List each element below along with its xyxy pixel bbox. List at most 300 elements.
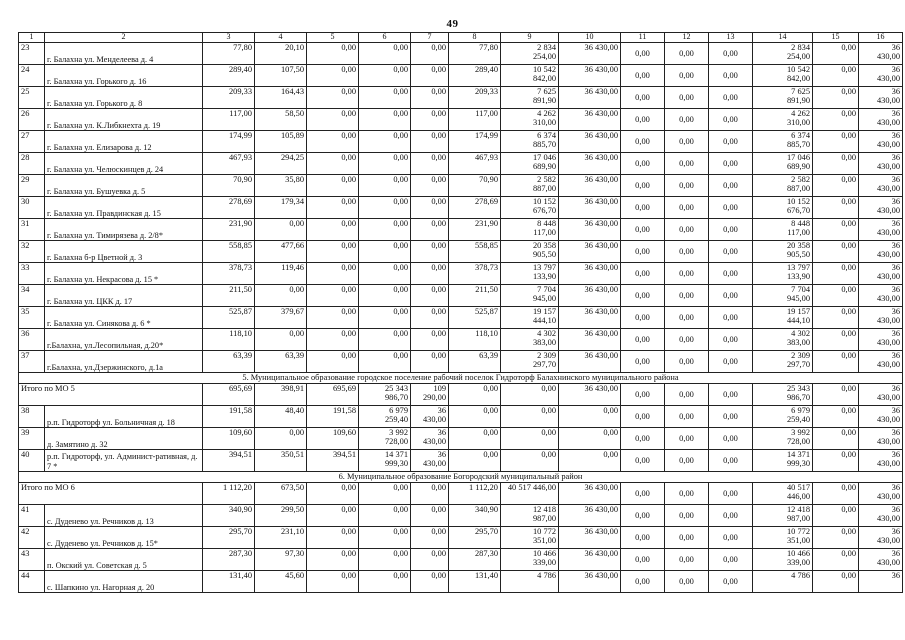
value-cell: 36 430,00 xyxy=(859,505,903,527)
row-number: 40 xyxy=(19,450,45,472)
value-cell: 211,50 xyxy=(449,285,501,307)
row-number: 30 xyxy=(19,197,45,219)
value-cell: 0,00 xyxy=(665,175,709,197)
value-cell: 174,99 xyxy=(449,131,501,153)
value-cell: 0,00 xyxy=(411,219,449,241)
value-cell: 0,00 xyxy=(359,285,411,307)
value-cell: 7 625 891,90 xyxy=(753,87,813,109)
address-cell: п. Окский ул. Советская д. 5 xyxy=(45,549,203,571)
value-cell: 36 430,00 xyxy=(859,483,903,505)
value-cell: 0,00 xyxy=(307,527,359,549)
value-cell: 36 430,00 xyxy=(859,109,903,131)
value-cell: 2 834 254,00 xyxy=(501,43,559,65)
value-cell: 0,00 xyxy=(359,549,411,571)
value-cell: 0,00 xyxy=(359,505,411,527)
value-cell: 0,00 xyxy=(621,384,665,406)
value-cell: 0,00 xyxy=(621,549,665,571)
value-cell: 70,90 xyxy=(203,175,255,197)
value-cell: 0,00 xyxy=(307,505,359,527)
column-number-cell: 2 xyxy=(45,33,203,43)
value-cell: 0,00 xyxy=(813,175,859,197)
row-number: 23 xyxy=(19,43,45,65)
value-cell: 525,87 xyxy=(449,307,501,329)
table-row xyxy=(19,65,903,87)
value-cell: 36 430,00 xyxy=(859,263,903,285)
table-row xyxy=(19,109,903,131)
value-cell: 174,99 xyxy=(203,131,255,153)
value-cell: 131,40 xyxy=(449,571,501,593)
value-cell: 0,00 xyxy=(411,351,449,373)
value-cell: 4 786 xyxy=(501,571,559,593)
value-cell: 0,00 xyxy=(255,329,307,351)
section-heading-row xyxy=(19,373,903,384)
value-cell: 0,00 xyxy=(559,450,621,472)
value-cell: 0,00 xyxy=(709,87,753,109)
address-cell: р.п. Гидроторф ул. Больничная д. 18 xyxy=(45,406,203,428)
column-number-cell: 16 xyxy=(859,33,903,43)
value-cell: 0,00 xyxy=(411,87,449,109)
row-number: 28 xyxy=(19,153,45,175)
address-cell: с. Шапкино ул. Нагорная д. 20 xyxy=(45,571,203,593)
value-cell: 109,60 xyxy=(307,428,359,450)
value-cell: 0,00 xyxy=(255,219,307,241)
value-cell: 0,00 xyxy=(307,549,359,571)
total-row xyxy=(19,483,903,505)
value-cell: 0,00 xyxy=(307,43,359,65)
total-label: Итого по МО 5 xyxy=(19,384,203,406)
value-cell: 0,00 xyxy=(665,329,709,351)
value-cell: 0,00 xyxy=(411,131,449,153)
value-cell: 0,00 xyxy=(813,153,859,175)
value-cell: 36 430,00 xyxy=(859,307,903,329)
value-cell: 14 371 999,30 xyxy=(359,450,411,472)
value-cell: 109 290,00 xyxy=(411,384,449,406)
value-cell: 36 430,00 xyxy=(559,109,621,131)
address-cell: г. Балахна б-р Цветной д. 3 xyxy=(45,241,203,263)
value-cell: 0,00 xyxy=(359,87,411,109)
value-cell: 77,80 xyxy=(449,43,501,65)
table-row xyxy=(19,428,903,450)
value-cell: 0,00 xyxy=(709,527,753,549)
value-cell: 0,00 xyxy=(813,505,859,527)
address-cell: г. Балахна ул. Елизарова д. 12 xyxy=(45,131,203,153)
value-cell: 0,00 xyxy=(709,428,753,450)
value-cell: 0,00 xyxy=(411,307,449,329)
value-cell: 0,00 xyxy=(665,450,709,472)
value-cell: 0,00 xyxy=(501,406,559,428)
value-cell: 36 430,00 xyxy=(859,384,903,406)
value-cell: 0,00 xyxy=(709,65,753,87)
value-cell: 6 979 259,40 xyxy=(359,406,411,428)
value-cell: 36 430,00 xyxy=(859,219,903,241)
value-cell: 394,51 xyxy=(307,450,359,472)
value-cell: 0,00 xyxy=(307,263,359,285)
column-number-cell: 7 xyxy=(411,33,449,43)
value-cell: 0,00 xyxy=(813,384,859,406)
table-row xyxy=(19,153,903,175)
value-cell: 0,00 xyxy=(307,175,359,197)
row-number: 35 xyxy=(19,307,45,329)
value-cell: 0,00 xyxy=(501,450,559,472)
value-cell: 0,00 xyxy=(665,263,709,285)
column-number-cell: 9 xyxy=(501,33,559,43)
value-cell: 0,00 xyxy=(307,571,359,593)
value-cell: 0,00 xyxy=(621,307,665,329)
address-cell: г. Балахна ул. ЦКК д. 17 xyxy=(45,285,203,307)
table-row xyxy=(19,263,903,285)
value-cell: 0,00 xyxy=(621,483,665,505)
value-cell: 0,00 xyxy=(709,153,753,175)
address-cell: г. Балахна ул. Бушуевка д. 5 xyxy=(45,175,203,197)
value-cell: 0,00 xyxy=(665,153,709,175)
value-cell: 0,00 xyxy=(359,131,411,153)
value-cell: 0,00 xyxy=(621,175,665,197)
value-cell: 0,00 xyxy=(411,483,449,505)
row-number: 39 xyxy=(19,428,45,450)
value-cell: 0,00 xyxy=(621,406,665,428)
value-cell: 231,10 xyxy=(255,527,307,549)
value-cell: 0,00 xyxy=(813,428,859,450)
address-cell: с. Дуденево ул. Речников д. 13 xyxy=(45,505,203,527)
value-cell: 379,67 xyxy=(255,307,307,329)
value-cell: 0,00 xyxy=(449,406,501,428)
value-cell: 0,00 xyxy=(307,329,359,351)
address-cell: г.Балахна, ул.Дзержинского, д.1а xyxy=(45,351,203,373)
value-cell: 0,00 xyxy=(665,197,709,219)
table-row xyxy=(19,285,903,307)
value-cell: 2 309 297,70 xyxy=(501,351,559,373)
value-cell: 36 430,00 xyxy=(559,384,621,406)
value-cell: 0,00 xyxy=(559,428,621,450)
column-number-cell: 11 xyxy=(621,33,665,43)
value-cell: 0,00 xyxy=(665,505,709,527)
row-number: 33 xyxy=(19,263,45,285)
value-cell: 0,00 xyxy=(449,450,501,472)
row-number: 32 xyxy=(19,241,45,263)
value-cell: 4 786 xyxy=(753,571,813,593)
value-cell: 36 430,00 xyxy=(411,450,449,472)
value-cell: 0,00 xyxy=(449,384,501,406)
address-cell: с. Дуденево ул. Речников д. 15* xyxy=(45,527,203,549)
value-cell: 0,00 xyxy=(621,263,665,285)
value-cell: 0,00 xyxy=(621,153,665,175)
value-cell: 36 430,00 xyxy=(859,65,903,87)
value-cell: 0,00 xyxy=(665,527,709,549)
value-cell: 477,66 xyxy=(255,241,307,263)
value-cell: 0,00 xyxy=(411,43,449,65)
value-cell: 525,87 xyxy=(203,307,255,329)
value-cell: 0,00 xyxy=(813,351,859,373)
value-cell: 0,00 xyxy=(665,131,709,153)
value-cell: 63,39 xyxy=(255,351,307,373)
value-cell: 0,00 xyxy=(709,43,753,65)
value-cell: 0,00 xyxy=(665,571,709,593)
value-cell: 36 430,00 xyxy=(559,197,621,219)
value-cell: 0,00 xyxy=(307,241,359,263)
value-cell: 10 772 351,00 xyxy=(501,527,559,549)
value-cell: 209,33 xyxy=(203,87,255,109)
value-cell: 0,00 xyxy=(621,197,665,219)
value-cell: 0,00 xyxy=(359,219,411,241)
value-cell: 19 157 444,10 xyxy=(753,307,813,329)
column-number-cell: 1 xyxy=(19,33,45,43)
value-cell: 0,00 xyxy=(411,175,449,197)
value-cell: 36 430,00 xyxy=(559,241,621,263)
value-cell: 0,00 xyxy=(665,285,709,307)
value-cell: 36 430,00 xyxy=(559,571,621,593)
value-cell: 36 430,00 xyxy=(859,241,903,263)
table-row xyxy=(19,527,903,549)
value-cell: 0,00 xyxy=(665,351,709,373)
value-cell: 7 704 945,00 xyxy=(501,285,559,307)
value-cell: 0,00 xyxy=(621,65,665,87)
value-cell: 289,40 xyxy=(203,65,255,87)
value-cell: 36 430,00 xyxy=(559,483,621,505)
row-number: 27 xyxy=(19,131,45,153)
value-cell: 0,00 xyxy=(709,175,753,197)
value-cell: 0,00 xyxy=(359,109,411,131)
value-cell: 0,00 xyxy=(621,285,665,307)
value-cell: 36 430,00 xyxy=(559,43,621,65)
value-cell: 10 542 842,00 xyxy=(501,65,559,87)
value-cell: 0,00 xyxy=(813,197,859,219)
value-cell: 36 xyxy=(859,571,903,593)
value-cell: 36 430,00 xyxy=(559,175,621,197)
value-cell: 0,00 xyxy=(359,153,411,175)
value-cell: 0,00 xyxy=(449,428,501,450)
value-cell: 0,00 xyxy=(709,285,753,307)
value-cell: 6 979 259,40 xyxy=(753,406,813,428)
data-table xyxy=(18,32,903,593)
value-cell: 0,00 xyxy=(307,87,359,109)
value-cell: 14 371 999,30 xyxy=(753,450,813,472)
value-cell: 36 430,00 xyxy=(859,549,903,571)
address-cell: г. Балахна ул. Синякова д. 6 * xyxy=(45,307,203,329)
value-cell: 36 430,00 xyxy=(559,549,621,571)
value-cell: 0,00 xyxy=(709,505,753,527)
address-cell: г. Балахна ул. Горького д. 8 xyxy=(45,87,203,109)
table-row xyxy=(19,351,903,373)
value-cell: 8 448 117,00 xyxy=(501,219,559,241)
value-cell: 0,00 xyxy=(665,483,709,505)
value-cell: 36 430,00 xyxy=(559,87,621,109)
value-cell: 0,00 xyxy=(307,483,359,505)
value-cell: 0,00 xyxy=(307,153,359,175)
value-cell: 231,90 xyxy=(449,219,501,241)
value-cell: 558,85 xyxy=(449,241,501,263)
value-cell: 0,00 xyxy=(813,65,859,87)
value-cell: 0,00 xyxy=(621,329,665,351)
value-cell: 36 430,00 xyxy=(559,153,621,175)
value-cell: 0,00 xyxy=(359,351,411,373)
column-number-cell: 15 xyxy=(813,33,859,43)
value-cell: 77,80 xyxy=(203,43,255,65)
value-cell: 36 430,00 xyxy=(859,351,903,373)
total-row xyxy=(19,384,903,406)
value-cell: 4 262 310,00 xyxy=(501,109,559,131)
value-cell: 2 834 254,00 xyxy=(753,43,813,65)
value-cell: 2 309 297,70 xyxy=(753,351,813,373)
value-cell: 467,93 xyxy=(203,153,255,175)
total-label: Итого по МО 6 xyxy=(19,483,203,505)
value-cell: 0,00 xyxy=(621,571,665,593)
table-row xyxy=(19,549,903,571)
column-number-cell: 6 xyxy=(359,33,411,43)
value-cell: 1 112,20 xyxy=(449,483,501,505)
table-row xyxy=(19,131,903,153)
value-cell: 12 418 987,00 xyxy=(753,505,813,527)
value-cell: 295,70 xyxy=(449,527,501,549)
value-cell: 0,00 xyxy=(813,219,859,241)
address-cell: р.п. Гидроторф, ул. Админист-ративная, д. 7 * xyxy=(45,450,203,472)
value-cell: 0,00 xyxy=(621,87,665,109)
value-cell: 0,00 xyxy=(621,450,665,472)
value-cell: 36 430,00 xyxy=(859,406,903,428)
value-cell: 0,00 xyxy=(621,241,665,263)
value-cell: 398,91 xyxy=(255,384,307,406)
value-cell: 0,00 xyxy=(709,131,753,153)
value-cell: 287,30 xyxy=(449,549,501,571)
value-cell: 0,00 xyxy=(255,428,307,450)
table-row xyxy=(19,219,903,241)
value-cell: 0,00 xyxy=(813,43,859,65)
value-cell: 6 374 885,70 xyxy=(501,131,559,153)
column-number-cell: 5 xyxy=(307,33,359,43)
value-cell: 2 582 887,00 xyxy=(501,175,559,197)
value-cell: 6 374 885,70 xyxy=(753,131,813,153)
row-number: 41 xyxy=(19,505,45,527)
value-cell: 0,00 xyxy=(411,197,449,219)
value-cell: 0,00 xyxy=(813,527,859,549)
value-cell: 10 466 339,00 xyxy=(753,549,813,571)
value-cell: 58,50 xyxy=(255,109,307,131)
value-cell: 0,00 xyxy=(411,153,449,175)
value-cell: 0,00 xyxy=(411,505,449,527)
section-heading: 6. Муниципальное образование Богородский муниципальный район xyxy=(19,472,903,483)
value-cell: 8 448 117,00 xyxy=(753,219,813,241)
value-cell: 109,60 xyxy=(203,428,255,450)
value-cell: 191,58 xyxy=(203,406,255,428)
value-cell: 36 430,00 xyxy=(559,351,621,373)
value-cell: 0,00 xyxy=(709,307,753,329)
value-cell: 467,93 xyxy=(449,153,501,175)
table-row xyxy=(19,43,903,65)
value-cell: 0,00 xyxy=(621,109,665,131)
column-number-cell: 12 xyxy=(665,33,709,43)
value-cell: 0,00 xyxy=(665,384,709,406)
row-number: 24 xyxy=(19,65,45,87)
row-number: 25 xyxy=(19,87,45,109)
value-cell: 36 430,00 xyxy=(859,153,903,175)
value-cell: 0,00 xyxy=(621,428,665,450)
value-cell: 0,00 xyxy=(359,241,411,263)
value-cell: 0,00 xyxy=(813,329,859,351)
value-cell: 211,50 xyxy=(203,285,255,307)
value-cell: 0,00 xyxy=(621,505,665,527)
value-cell: 70,90 xyxy=(449,175,501,197)
value-cell: 289,40 xyxy=(449,65,501,87)
table-row xyxy=(19,175,903,197)
value-cell: 0,00 xyxy=(709,263,753,285)
value-cell: 118,10 xyxy=(449,329,501,351)
table-row xyxy=(19,307,903,329)
address-cell: г. Балахна ул. К.Либкнехта д. 19 xyxy=(45,109,203,131)
value-cell: 0,00 xyxy=(813,285,859,307)
value-cell: 40 517 446,00 xyxy=(753,483,813,505)
value-cell: 35,80 xyxy=(255,175,307,197)
value-cell: 0,00 xyxy=(813,483,859,505)
value-cell: 164,43 xyxy=(255,87,307,109)
value-cell: 36 430,00 xyxy=(559,219,621,241)
address-cell: г. Балахна ул. Тимирязева д. 2/8* xyxy=(45,219,203,241)
value-cell: 117,00 xyxy=(449,109,501,131)
column-number-cell: 4 xyxy=(255,33,307,43)
address-cell: г. Балахна ул. Горького д. 16 xyxy=(45,65,203,87)
value-cell: 191,58 xyxy=(307,406,359,428)
value-cell: 36 430,00 xyxy=(859,527,903,549)
column-number-cell: 13 xyxy=(709,33,753,43)
table-row xyxy=(19,505,903,527)
page-number: 49 xyxy=(446,18,459,30)
value-cell: 0,00 xyxy=(709,197,753,219)
value-cell: 45,60 xyxy=(255,571,307,593)
value-cell: 0,00 xyxy=(359,329,411,351)
value-cell: 63,39 xyxy=(449,351,501,373)
value-cell: 3 992 728,00 xyxy=(753,428,813,450)
value-cell: 4 302 383,00 xyxy=(753,329,813,351)
value-cell: 36 430,00 xyxy=(859,87,903,109)
value-cell: 105,89 xyxy=(255,131,307,153)
value-cell: 0,00 xyxy=(709,219,753,241)
value-cell: 0,00 xyxy=(665,241,709,263)
value-cell: 695,69 xyxy=(307,384,359,406)
value-cell: 0,00 xyxy=(359,307,411,329)
value-cell: 117,00 xyxy=(203,109,255,131)
value-cell: 36 430,00 xyxy=(559,65,621,87)
value-cell: 0,00 xyxy=(411,527,449,549)
row-number: 44 xyxy=(19,571,45,593)
column-number-cell: 3 xyxy=(203,33,255,43)
value-cell: 394,51 xyxy=(203,450,255,472)
value-cell: 179,34 xyxy=(255,197,307,219)
value-cell: 36 430,00 xyxy=(859,450,903,472)
value-cell: 0,00 xyxy=(411,65,449,87)
value-cell: 278,69 xyxy=(449,197,501,219)
value-cell: 36 430,00 xyxy=(411,406,449,428)
value-cell: 4 262 310,00 xyxy=(753,109,813,131)
value-cell: 0,00 xyxy=(665,43,709,65)
value-cell: 48,40 xyxy=(255,406,307,428)
value-cell: 0,00 xyxy=(709,549,753,571)
value-cell: 119,46 xyxy=(255,263,307,285)
value-cell: 0,00 xyxy=(359,197,411,219)
value-cell: 0,00 xyxy=(411,549,449,571)
value-cell: 36 430,00 xyxy=(859,329,903,351)
value-cell: 0,00 xyxy=(813,406,859,428)
address-cell: г. Балахна ул. Правдинская д. 15 xyxy=(45,197,203,219)
value-cell: 0,00 xyxy=(621,351,665,373)
value-cell: 36 430,00 xyxy=(559,131,621,153)
value-cell: 36 430,00 xyxy=(859,131,903,153)
value-cell: 10 152 676,70 xyxy=(753,197,813,219)
value-cell: 36 430,00 xyxy=(859,43,903,65)
value-cell: 118,10 xyxy=(203,329,255,351)
header-row xyxy=(19,33,903,43)
value-cell: 0,00 xyxy=(307,131,359,153)
table-row xyxy=(19,571,903,593)
row-number: 29 xyxy=(19,175,45,197)
value-cell: 299,50 xyxy=(255,505,307,527)
